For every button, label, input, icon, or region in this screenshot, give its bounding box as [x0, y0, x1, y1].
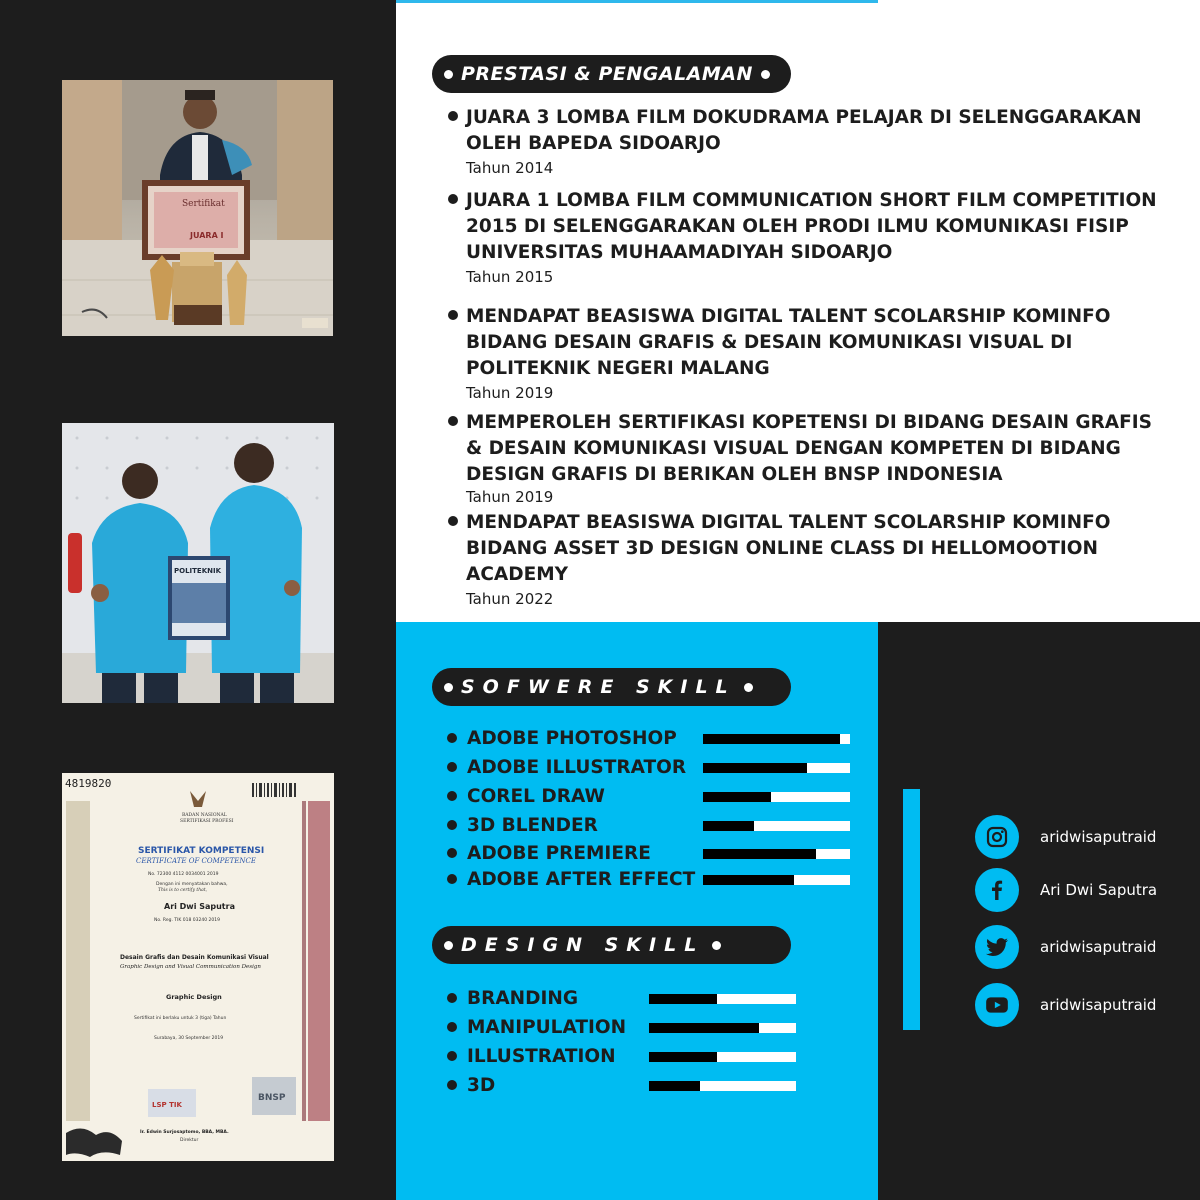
software-skill-bar	[703, 821, 850, 831]
achievement-title: JUARA 1 LOMBA FILM COMMUNICATION SHORT FILM COMPETITION 2015 DI SELENGGARAKAN OLEH PRODI ILMU KOMUNIKASI FISIP UNIVERSITAS MUHAAMADIYAH SIDOARJO	[466, 190, 1157, 263]
heading-dot-right	[744, 683, 753, 692]
design-skill-bar	[649, 1081, 796, 1091]
software-skill-heading	[432, 668, 791, 706]
social-facebook[interactable]	[975, 868, 1157, 912]
social-handle[interactable]: Ari Dwi Saputra	[1040, 881, 1158, 899]
achievement-title: MENDAPAT BEASISWA DIGITAL TALENT SCOLARSHIP KOMINFO BIDANG ASSET 3D DESIGN ONLINE CLASS DI HELLOMOOTION ACADEMY	[466, 512, 1111, 585]
bullet-icon	[447, 762, 457, 772]
achievement-year: Tahun 2014	[466, 159, 554, 177]
design-skill-label: 3D	[467, 1074, 496, 1096]
software-skill-item	[447, 812, 598, 838]
certificate-signer: Ir. Edwin Surjosaptomo, BBA, MBA.	[140, 1130, 229, 1135]
design-skill-item	[447, 1072, 495, 1098]
software-skill-label: 3D BLENDER	[467, 814, 598, 836]
certificate-reg-number: No. Reg. TIK 018 03240 2019	[154, 918, 220, 923]
heading-dot-right	[761, 70, 770, 79]
heading-dot-left	[444, 683, 453, 692]
achievement-year: Tahun 2015	[466, 268, 554, 286]
software-skill-bar	[703, 849, 850, 859]
certificate-validity: Sertifikat ini berlaku untuk 3 (tiga) Tahun	[134, 1016, 227, 1021]
software-skill-item	[447, 754, 686, 780]
design-skill-bar	[649, 1052, 796, 1062]
photo-trophy-award	[62, 80, 333, 336]
software-skill-item	[447, 783, 605, 809]
design-skill-heading-text: DESIGN SKILL	[461, 934, 705, 956]
photo-students-politeknik	[62, 423, 334, 703]
design-skill-bar-fill	[649, 1023, 759, 1033]
bullet-icon	[448, 310, 458, 320]
certificate-signer-role: Direktur	[180, 1138, 199, 1143]
software-skill-bar-fill	[703, 821, 754, 831]
software-skill-bar-fill	[703, 792, 771, 802]
top-accent-strip	[396, 0, 878, 3]
software-skill-bar	[703, 792, 850, 802]
design-skill-label: BRANDING	[467, 987, 579, 1009]
certificate-subtitle: CERTIFICATE OF COMPETENCE	[136, 857, 256, 865]
certificate-field-en: Graphic Design and Visual Communication Design	[120, 964, 261, 970]
certificate-title: SERTIFIKAT KOMPETENSI	[138, 846, 265, 856]
design-skill-bar	[649, 1023, 796, 1033]
achievement-year: Tahun 2022	[466, 590, 554, 608]
bullet-icon	[447, 1051, 457, 1061]
software-skill-bar	[703, 734, 850, 744]
bullet-icon	[447, 848, 457, 858]
students-photo-illustration	[62, 423, 334, 703]
bullet-icon	[448, 416, 458, 426]
lsp-logo-text: LSP TIK	[152, 1101, 182, 1109]
design-skill-bar-fill	[649, 1052, 717, 1062]
software-skill-label: ADOBE ILLUSTRATOR	[467, 756, 687, 778]
design-skill-item	[447, 1014, 626, 1040]
achievement-title: MEMPEROLEH SERTIFIKASI KOPETENSI DI BIDANG DESAIN GRAFIS & DESAIN KOMUNIKASI VISUAL DENGAN KOMPETEN DI BIDANG DESIGN GRAFIS DI BERIKAN OLEH BNSP INDONESIA	[466, 412, 1152, 485]
design-skill-bar-fill	[649, 994, 717, 1004]
certificate-holder: Ari Dwi Saputra	[164, 902, 235, 911]
social-handle[interactable]: aridwisaputraid	[1040, 996, 1157, 1014]
photo-certificate	[62, 773, 334, 1161]
bullet-icon	[448, 111, 458, 121]
software-skill-item	[447, 866, 695, 892]
bullet-icon	[447, 874, 457, 884]
bullet-icon	[447, 733, 457, 743]
certificate-number: No. 72300 4112 0034001 2019	[148, 872, 219, 877]
certificate-statement-id: Dengan ini menyatakan bahwa,	[156, 882, 228, 887]
prestasi-heading	[432, 55, 791, 93]
social-handle[interactable]: aridwisaputraid	[1040, 828, 1157, 846]
software-skill-item	[447, 725, 677, 751]
design-skill-item	[447, 1043, 616, 1069]
heading-dot-right	[712, 941, 721, 950]
certificate-serial: 4819820	[65, 777, 112, 790]
certificate-statement-en: This is to certify that,	[158, 888, 208, 893]
design-skill-heading	[432, 926, 791, 964]
software-skill-item	[447, 840, 651, 866]
design-skill-bar	[649, 994, 796, 1004]
politeknik-bag-label: POLITEKNIK	[174, 567, 222, 575]
youtube-icon[interactable]	[975, 983, 1019, 1027]
bullet-icon	[447, 1080, 457, 1090]
software-skill-label: COREL DRAW	[467, 785, 605, 807]
software-skill-bar-fill	[703, 849, 816, 859]
achievement-title: JUARA 3 LOMBA FILM DOKUDRAMA PELAJAR DI SELENGGARAKAN OLEH BAPEDA SIDOARJO	[466, 107, 1142, 154]
skills-panel	[396, 622, 878, 1200]
achievement-year: Tahun 2019	[466, 488, 554, 506]
achievement-item	[446, 510, 1181, 610]
social-youtube[interactable]	[975, 983, 1156, 1027]
achievement-title: MENDAPAT BEASISWA DIGITAL TALENT SCOLARSHIP KOMINFO BIDANG DESAIN GRAFIS & DESAIN KOMUNIKASI VISUAL DI POLITEKNIK NEGERI MALANG	[466, 306, 1111, 379]
achievement-item	[446, 410, 1181, 506]
software-skill-bar	[703, 875, 850, 885]
certificate-illustration	[62, 773, 334, 1161]
instagram-icon[interactable]	[975, 815, 1019, 859]
achievement-item	[446, 304, 1181, 404]
certificate-issuer-line-2: SERTIFIKASI PROFESI	[180, 819, 234, 824]
design-skill-label: ILLUSTRATION	[467, 1045, 616, 1067]
bullet-icon	[447, 1022, 457, 1032]
certificate-field-id: Desain Grafis dan Desain Komunikasi Visual	[120, 954, 269, 961]
design-skill-item	[447, 985, 578, 1011]
software-skill-bar-fill	[703, 875, 794, 885]
heading-dot-left	[444, 941, 453, 950]
bullet-icon	[448, 194, 458, 204]
trophy-certificate-title: Sertifikat	[182, 199, 225, 209]
social-twitter[interactable]	[975, 925, 1156, 969]
trophy-certificate-rank: JUARA I	[190, 231, 224, 240]
software-skill-bar-fill	[703, 734, 840, 744]
software-skill-label: ADOBE PREMIERE	[467, 842, 651, 864]
certificate-date: Surabaya, 30 September 2019	[154, 1036, 224, 1041]
bullet-icon	[447, 820, 457, 830]
design-skill-label: MANIPULATION	[467, 1016, 627, 1038]
bullet-icon	[447, 791, 457, 801]
social-instagram[interactable]	[975, 815, 1156, 859]
software-skill-label: ADOBE AFTER EFFECT	[467, 868, 696, 890]
social-handle[interactable]: aridwisaputraid	[1040, 938, 1157, 956]
heading-dot-left	[444, 70, 453, 79]
achievement-item	[446, 188, 1181, 288]
software-skill-bar	[703, 763, 850, 773]
design-skill-bar-fill	[649, 1081, 700, 1091]
bullet-icon	[448, 516, 458, 526]
trophy-photo-illustration	[62, 80, 333, 336]
prestasi-heading-text: PRESTASI & PENGALAMAN	[461, 63, 753, 85]
bullet-icon	[447, 993, 457, 1003]
certificate-qualification: Graphic Design	[166, 993, 222, 1001]
software-skill-label: ADOBE PHOTOSHOP	[467, 727, 677, 749]
vertical-accent-bar	[903, 789, 920, 1030]
twitter-icon[interactable]	[975, 925, 1019, 969]
software-skill-heading-text: SOFWERE SKILL	[461, 676, 736, 698]
certificate-issuer-line-1: BADAN NASIONAL	[182, 813, 227, 818]
software-skill-bar-fill	[703, 763, 807, 773]
bnsp-seal-text: BNSP	[258, 1093, 286, 1103]
achievement-year: Tahun 2019	[466, 384, 554, 402]
achievement-item	[446, 105, 1181, 179]
facebook-icon[interactable]	[975, 868, 1019, 912]
